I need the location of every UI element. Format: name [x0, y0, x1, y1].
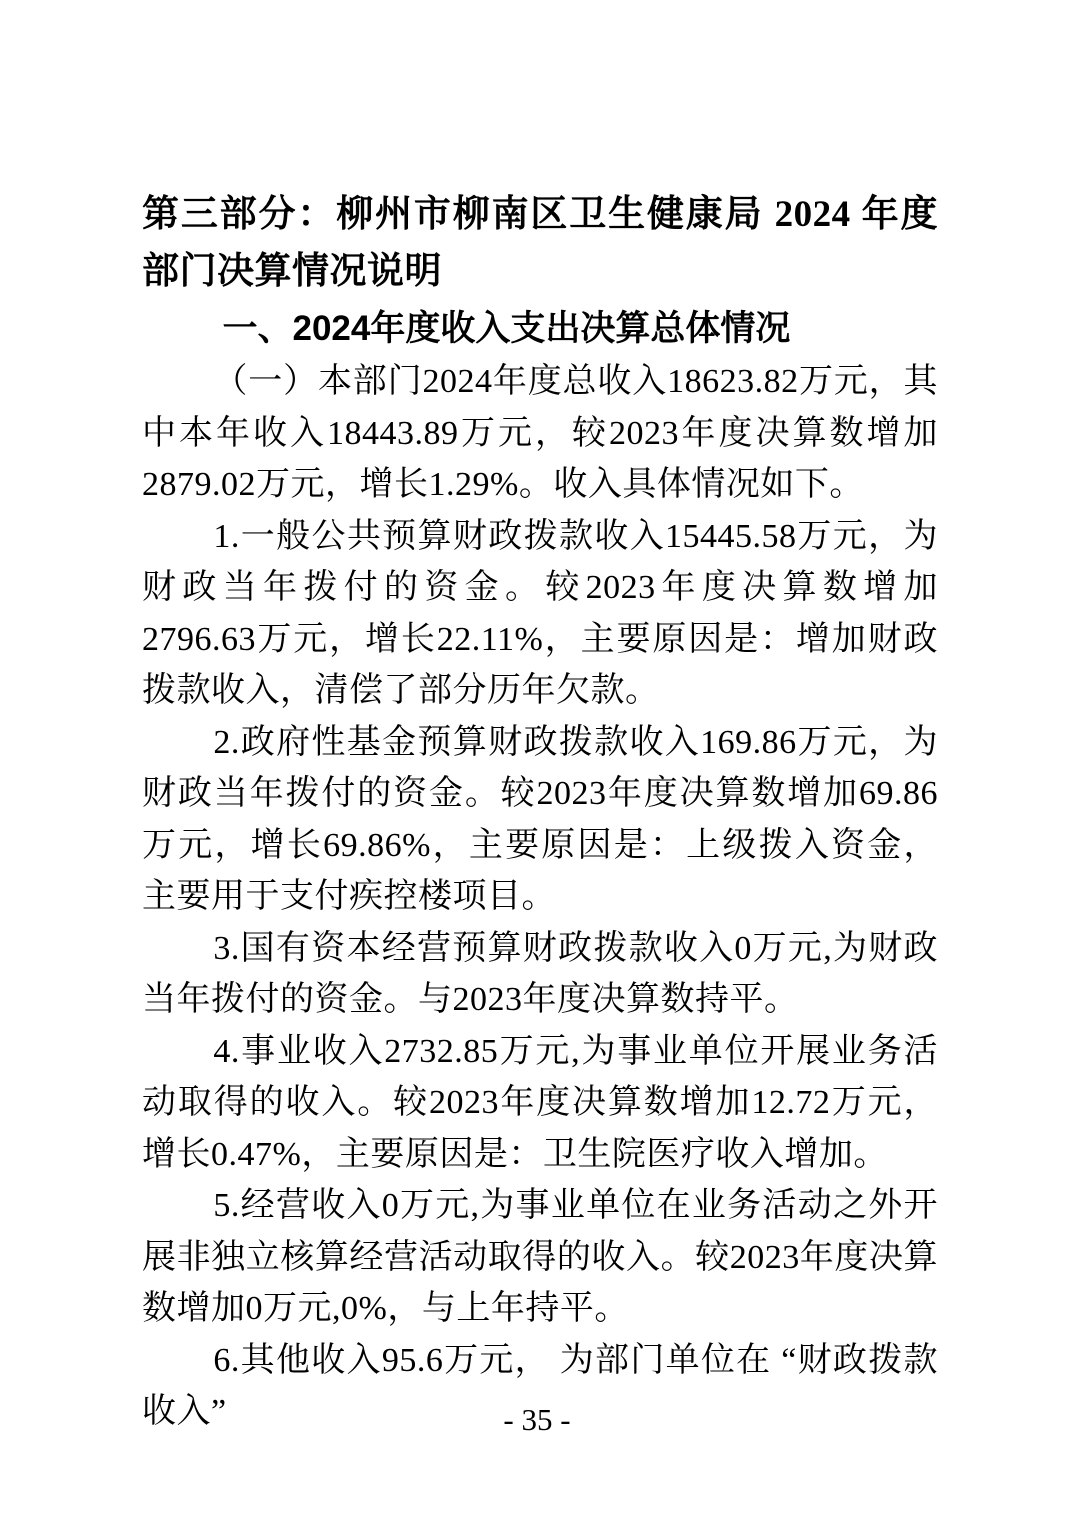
paragraph-item-3-state-capital-budget: 3.国有资本经营预算财政拨款收入0万元,为财政当年拨付的资金。与2023年度决算数持平。	[142, 929, 938, 1018]
paragraph-item-1-general-public-budget: 1.一般公共预算财政拨款收入15445.58万元，为财政当年拨付的资金。较2023年度决算数增加2796.63万元，增长22.11%，主要原因是：增加财政拨款收入，清偿了部分历年欠款。	[142, 517, 938, 709]
paragraph-item-4-business-income: 4.事业收入2732.85万元,为事业单位开展业务活动取得的收入。较2023年度决算数增加12.72万元，增长0.47%，主要原因是：卫生院医疗收入增加。	[142, 1032, 938, 1173]
paragraph-item-5-operating-income: 5.经营收入0万元,为事业单位在业务活动之外开展非独立核算经营活动取得的收入。较2023年度决算数增加0万元,0%，与上年持平。	[142, 1187, 938, 1327]
paragraph-item-6-other-income: 6.其他收入95.6万元， 为部门单位在 “财政拨款收入”	[142, 1341, 938, 1430]
document-title: 第三部分：柳州市柳南区卫生健康局 2024 年度部门决算情况说明	[142, 194, 938, 292]
section-heading: 一、2024年度收入支出决算总体情况	[222, 309, 791, 348]
paragraph-item-2-government-fund-budget: 2.政府性基金预算财政拨款收入169.86万元，为财政当年拨付的资金。较2023年度决算数增加69.86万元，增长69.86%，主要原因是：上级拨入资金，主要用于支付疾控楼项目。	[142, 723, 938, 915]
paragraph-overview: （一）本部门2024年度总收入18623.82万元，其中本年收入18443.89万元，较2023年度决算数增加2879.02万元，增长1.29%。收入具体情况如下。	[142, 363, 938, 503]
page-number: - 35 -	[503, 1402, 571, 1437]
